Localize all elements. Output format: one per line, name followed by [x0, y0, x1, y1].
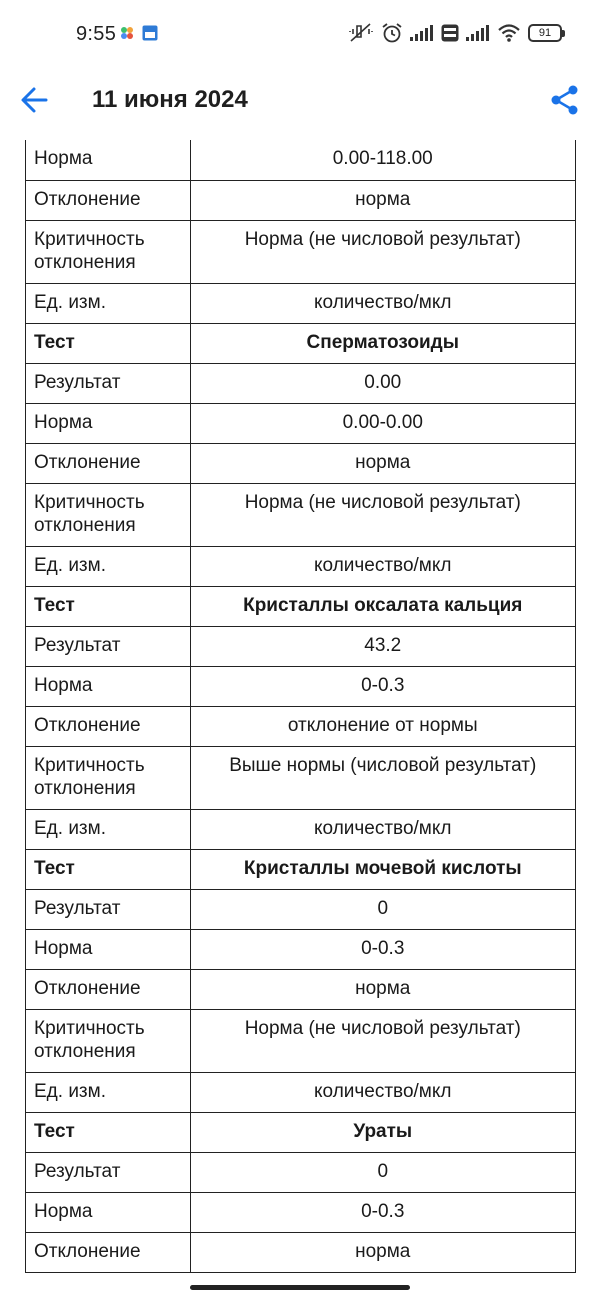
- table-row: [26, 1192, 575, 1232]
- row-value: норма: [190, 443, 575, 483]
- table-row: [26, 140, 575, 180]
- table-row: [26, 666, 575, 706]
- row-label: Отклонение: [26, 443, 190, 483]
- page-title: 11 июня 2024: [92, 86, 248, 113]
- row-value: 0.00-118.00: [190, 140, 575, 180]
- table-row: [26, 1232, 575, 1272]
- row-value: Кристаллы оксалата кальция: [190, 586, 575, 626]
- table-row: [26, 180, 575, 220]
- results-table-scroll[interactable]: [25, 140, 576, 1273]
- signal-icon-2: [466, 24, 490, 42]
- table-row: [26, 483, 575, 546]
- table-row: [26, 969, 575, 1009]
- battery-indicator: [528, 24, 562, 42]
- row-value: количество/мкл: [190, 283, 575, 323]
- test-header-row: [26, 849, 575, 889]
- row-value: Норма (не числовой результат): [190, 1009, 575, 1072]
- row-value: 0: [190, 1152, 575, 1192]
- signal-icon-1: [410, 24, 434, 42]
- test-header-row: [26, 323, 575, 363]
- row-label: Тест: [26, 323, 190, 363]
- row-label: Тест: [26, 1112, 190, 1152]
- row-value: количество/мкл: [190, 1072, 575, 1112]
- calendar-notification-icon: [142, 25, 158, 41]
- status-app-icons: [120, 25, 158, 41]
- table-row: [26, 1152, 575, 1192]
- row-value: Ураты: [190, 1112, 575, 1152]
- row-value: 0.00-0.00: [190, 403, 575, 443]
- row-value: Норма (не числовой результат): [190, 220, 575, 283]
- row-value: 0.00: [190, 363, 575, 403]
- row-value: 0: [190, 889, 575, 929]
- alarm-icon: [381, 22, 403, 44]
- row-value: количество/мкл: [190, 546, 575, 586]
- row-label: Норма: [26, 403, 190, 443]
- row-label: Отклонение: [26, 969, 190, 1009]
- row-label: Отклонение: [26, 1232, 190, 1272]
- row-value: 0-0.3: [190, 666, 575, 706]
- row-value: норма: [190, 1232, 575, 1272]
- back-button[interactable]: [18, 83, 52, 117]
- table-row: [26, 929, 575, 969]
- table-row: [26, 746, 575, 809]
- status-bar: [0, 0, 600, 70]
- row-label: Тест: [26, 849, 190, 889]
- row-label: Ед. изм.: [26, 546, 190, 586]
- wifi-icon: [497, 23, 521, 43]
- row-value: Выше нормы (числовой результат): [190, 746, 575, 809]
- row-value: количество/мкл: [190, 809, 575, 849]
- home-indicator[interactable]: [190, 1285, 410, 1290]
- results-table: [26, 140, 575, 1273]
- row-label: Норма: [26, 929, 190, 969]
- row-label: Отклонение: [26, 180, 190, 220]
- row-label: Ед. изм.: [26, 283, 190, 323]
- table-row: [26, 220, 575, 283]
- row-label: Норма: [26, 1192, 190, 1232]
- table-row: [26, 1009, 575, 1072]
- row-label: Тест: [26, 586, 190, 626]
- table-row: [26, 443, 575, 483]
- row-label: Результат: [26, 889, 190, 929]
- row-label: Критичность отклонения: [26, 1009, 190, 1072]
- test-header-row: [26, 586, 575, 626]
- row-label: Ед. изм.: [26, 809, 190, 849]
- table-row: [26, 363, 575, 403]
- share-button[interactable]: [550, 83, 580, 117]
- row-label: Норма: [26, 140, 190, 180]
- table-row: [26, 546, 575, 586]
- row-label: Результат: [26, 1152, 190, 1192]
- row-label: Результат: [26, 626, 190, 666]
- table-row: [26, 283, 575, 323]
- share-icon: [550, 83, 580, 117]
- status-time: 9:55: [76, 23, 117, 45]
- arrow-left-icon: [18, 83, 52, 117]
- row-value: 43.2: [190, 626, 575, 666]
- row-label: Ед. изм.: [26, 1072, 190, 1112]
- table-row: [26, 1072, 575, 1112]
- row-value: 0-0.3: [190, 929, 575, 969]
- row-label: Норма: [26, 666, 190, 706]
- battery-level: 91: [538, 27, 552, 39]
- row-value: норма: [190, 180, 575, 220]
- row-value: отклонение от нормы: [190, 706, 575, 746]
- row-value: 0-0.3: [190, 1192, 575, 1232]
- row-value: Норма (не числовой результат): [190, 483, 575, 546]
- row-label: Результат: [26, 363, 190, 403]
- table-row: [26, 626, 575, 666]
- table-row: [26, 809, 575, 849]
- status-indicators: [348, 22, 562, 44]
- row-label: Критичность отклонения: [26, 220, 190, 283]
- table-row: [26, 889, 575, 929]
- test-header-row: [26, 1112, 575, 1152]
- volte-icon: [441, 24, 459, 42]
- row-value: Кристаллы мочевой кислоты: [190, 849, 575, 889]
- row-value: норма: [190, 969, 575, 1009]
- table-row: [26, 706, 575, 746]
- app-notification-icon: [120, 26, 134, 40]
- row-label: Критичность отклонения: [26, 483, 190, 546]
- row-value: Сперматозоиды: [190, 323, 575, 363]
- row-label: Критичность отклонения: [26, 746, 190, 809]
- app-bar: [0, 70, 600, 132]
- mute-vibrate-icon: [348, 22, 374, 44]
- table-row: [26, 403, 575, 443]
- row-label: Отклонение: [26, 706, 190, 746]
